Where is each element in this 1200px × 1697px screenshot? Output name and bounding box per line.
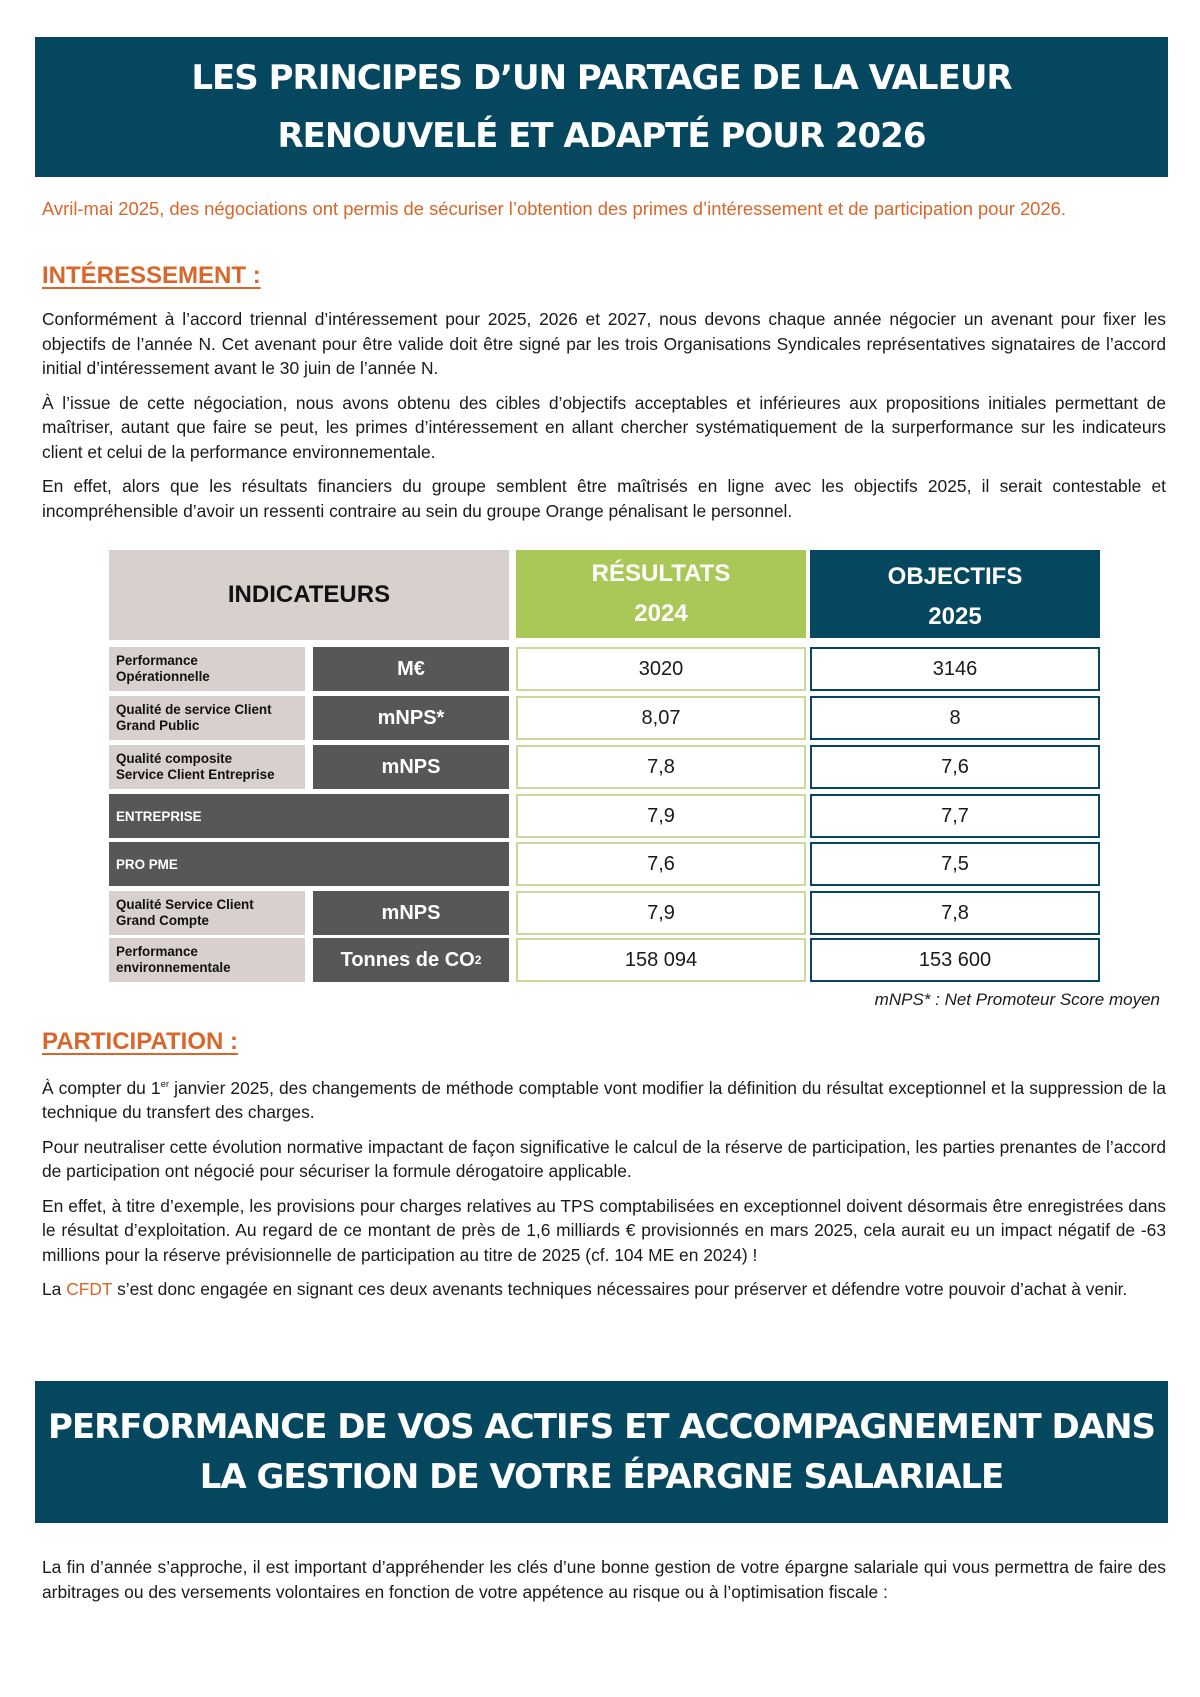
indicator-unit: mNPS bbox=[313, 745, 509, 789]
table-row bbox=[109, 696, 1100, 740]
indicator-label-line-1: Performance bbox=[116, 944, 198, 959]
result-value: 3020 bbox=[516, 647, 806, 691]
unit-subscript: 2 bbox=[474, 953, 482, 967]
indicator-label-line-1: Performance bbox=[116, 653, 198, 668]
result-value: 158 094 bbox=[516, 938, 806, 982]
banner-title-line-1: LES PRINCIPES D’UN PARTAGE DE LA VALEUR bbox=[191, 58, 1012, 98]
table-row bbox=[109, 647, 1100, 691]
indicator-unit: mNPS bbox=[313, 891, 509, 935]
table-row bbox=[109, 794, 1100, 838]
indicator-unit bbox=[313, 938, 509, 982]
indicator-label-line-2: Grand Public bbox=[116, 718, 200, 733]
table-row bbox=[109, 938, 1100, 982]
interessement-title: INTÉRESSEMENT : bbox=[42, 262, 261, 289]
result-value: 7,9 bbox=[516, 891, 806, 935]
indicator-unit: mNPS* bbox=[313, 696, 509, 740]
indicator-label bbox=[109, 696, 305, 740]
header-objectives-line-1: OBJECTIFS bbox=[887, 563, 1023, 590]
indicator-label-line-1: Qualité composite bbox=[116, 751, 233, 766]
result-value: 7,6 bbox=[516, 842, 806, 886]
header-objectives-2025 bbox=[810, 550, 1100, 638]
participation-paragraph-1 bbox=[42, 1073, 1166, 1125]
participation-paragraph-2: Pour neutraliser cette évolution normative impactant de façon significative le calcul de la réserve de participation, les parties prenantes de l’accord de participation ont négocié pour sécuriser la formule dérogatoire applicable. bbox=[42, 1136, 1166, 1182]
participation-section bbox=[42, 1028, 1166, 1056]
indicator-label bbox=[109, 647, 305, 691]
indicator-label-line-2: Grand Compte bbox=[116, 913, 209, 928]
epargne-paragraph-1: La fin d’année s’approche, il est important d’appréhender les clés d’une bonne gestion de votre épargne salariale qui vous permettra de faire des arbitrages ou des versements volontaires en fonction de votre appétence au risque ou à l’optimisation fiscale : bbox=[42, 1557, 1166, 1602]
banner-title-line-2: RENOUVELÉ ET ADAPTÉ POUR 2026 bbox=[277, 116, 926, 156]
result-value: 7,9 bbox=[516, 794, 806, 838]
participation-body bbox=[42, 1073, 1166, 1302]
participation-paragraph-4 bbox=[42, 1277, 1166, 1302]
unit-main: Tonnes de CO bbox=[340, 948, 475, 971]
interessement-paragraph-1: Conformément à l’accord triennal d’intéressement pour 2025, 2026 et 2027, nous devons chaque année négocier un avenant pour fixer les objectifs de l’année N. Cet avenant pour être valide doit être signé par les trois Organisations Syndicales représentatives signataires de l’accord initial d’intéressement avant le 30 juin de l’année N. bbox=[42, 309, 1166, 378]
header-results-line-1: RÉSULTATS bbox=[591, 560, 731, 587]
indicator-label-line-2: environnementale bbox=[116, 960, 231, 975]
header-objectives-line-2: 2025 bbox=[928, 603, 982, 630]
intro-text: Avril-mai 2025, des négociations ont permis de sécuriser l’obtention des primes d’intéressement et de participation pour 2026. bbox=[42, 198, 1066, 219]
result-value: 8,07 bbox=[516, 696, 806, 740]
indicator-label-line-2: Opérationnelle bbox=[116, 669, 210, 684]
text-fragment: janvier 2025, des changements de méthode comptable vont modifier la définition du résultat exceptionnel et la suppression de la technique du transfert des charges. bbox=[42, 1077, 1166, 1123]
participation-title: PARTICIPATION : bbox=[42, 1028, 238, 1055]
superscript: er bbox=[160, 1079, 170, 1090]
indicator-label-line-2: Service Client Entreprise bbox=[116, 767, 275, 782]
result-value: 7,8 bbox=[516, 745, 806, 789]
indicator-label-wide: ENTREPRISE bbox=[109, 794, 509, 838]
text-fragment: À compter du 1 bbox=[42, 1077, 161, 1098]
indicator-label bbox=[109, 891, 305, 935]
text-fragment: La bbox=[42, 1279, 67, 1300]
interessement-paragraph-3: En effet, alors que les résultats financiers du groupe semblent être maîtrisés en ligne avec les objectifs 2025, il serait contestable et incompréhensible d’avoir un ressenti contraire au sein du groupe Orange pénalisant le personnel. bbox=[42, 476, 1166, 521]
banner-title-line-2: LA GESTION DE VOTRE ÉPARGNE SALARIALE bbox=[199, 1457, 1004, 1497]
indicator-label bbox=[109, 745, 305, 789]
objective-value: 7,5 bbox=[810, 842, 1100, 886]
header-indicators: INDICATEURS bbox=[109, 550, 509, 640]
interessement-section bbox=[42, 262, 1166, 290]
objective-value: 3146 bbox=[810, 647, 1100, 691]
table-row bbox=[109, 745, 1100, 789]
objective-value: 8 bbox=[810, 696, 1100, 740]
table-footnote: mNPS* : Net Promoteur Score moyen bbox=[874, 990, 1160, 1009]
banner-title-line-1: PERFORMANCE DE VOS ACTIFS ET ACCOMPAGNEMENT DANS bbox=[47, 1407, 1156, 1447]
cfdt-highlight: CFDT bbox=[66, 1279, 113, 1300]
indicator-unit: M€ bbox=[313, 647, 509, 691]
objective-value: 7,6 bbox=[810, 745, 1100, 789]
title-banner-bottom bbox=[35, 1381, 1168, 1523]
epargne-section bbox=[42, 1555, 1166, 1604]
objective-value: 7,8 bbox=[810, 891, 1100, 935]
intro-section bbox=[42, 196, 1166, 222]
objective-value: 7,7 bbox=[810, 794, 1100, 838]
indicator-label-wide: PRO PME bbox=[109, 842, 509, 886]
table-row bbox=[109, 891, 1100, 935]
indicator-label-line-1: Qualité Service Client bbox=[116, 897, 254, 912]
text-fragment: s’est donc engagée en signant ces deux avenants techniques nécessaires pour préserver et défendre votre pouvoir d’achat à venir. bbox=[112, 1279, 1128, 1300]
participation-paragraph-3: En effet, à titre d’exemple, les provisions pour charges relatives au TPS comptabilisées en exceptionnel doivent désormais être enregistrées dans le résultat d’exploitation. Au regard de ce montant de près de 1,6 milliards € provisionnés en mars 2025, cela aurait eu un impact négatif de -63 millions pour la réserve prévisionnelle de participation au titre de 2025 (cf. 104 ME en 2024) ! bbox=[42, 1195, 1166, 1265]
header-results-line-2: 2024 bbox=[634, 600, 688, 627]
objective-value: 153 600 bbox=[810, 938, 1100, 982]
interessement-body bbox=[42, 307, 1166, 523]
title-banner-top bbox=[35, 37, 1168, 177]
table-row bbox=[109, 842, 1100, 886]
indicator-label bbox=[109, 938, 305, 982]
interessement-paragraph-2: À l’issue de cette négociation, nous avons obtenu des cibles d’objectifs acceptables et inférieures aux propositions initiales permettant de maîtriser, autant que faire se peut, les primes d’intéressement en allant chercher systématiquement de la surperformance sur les indicateurs client et celui de la performance environnementale. bbox=[42, 392, 1166, 462]
header-results-2024 bbox=[516, 550, 806, 638]
indicator-label-line-1: Qualité de service Client bbox=[116, 702, 272, 717]
